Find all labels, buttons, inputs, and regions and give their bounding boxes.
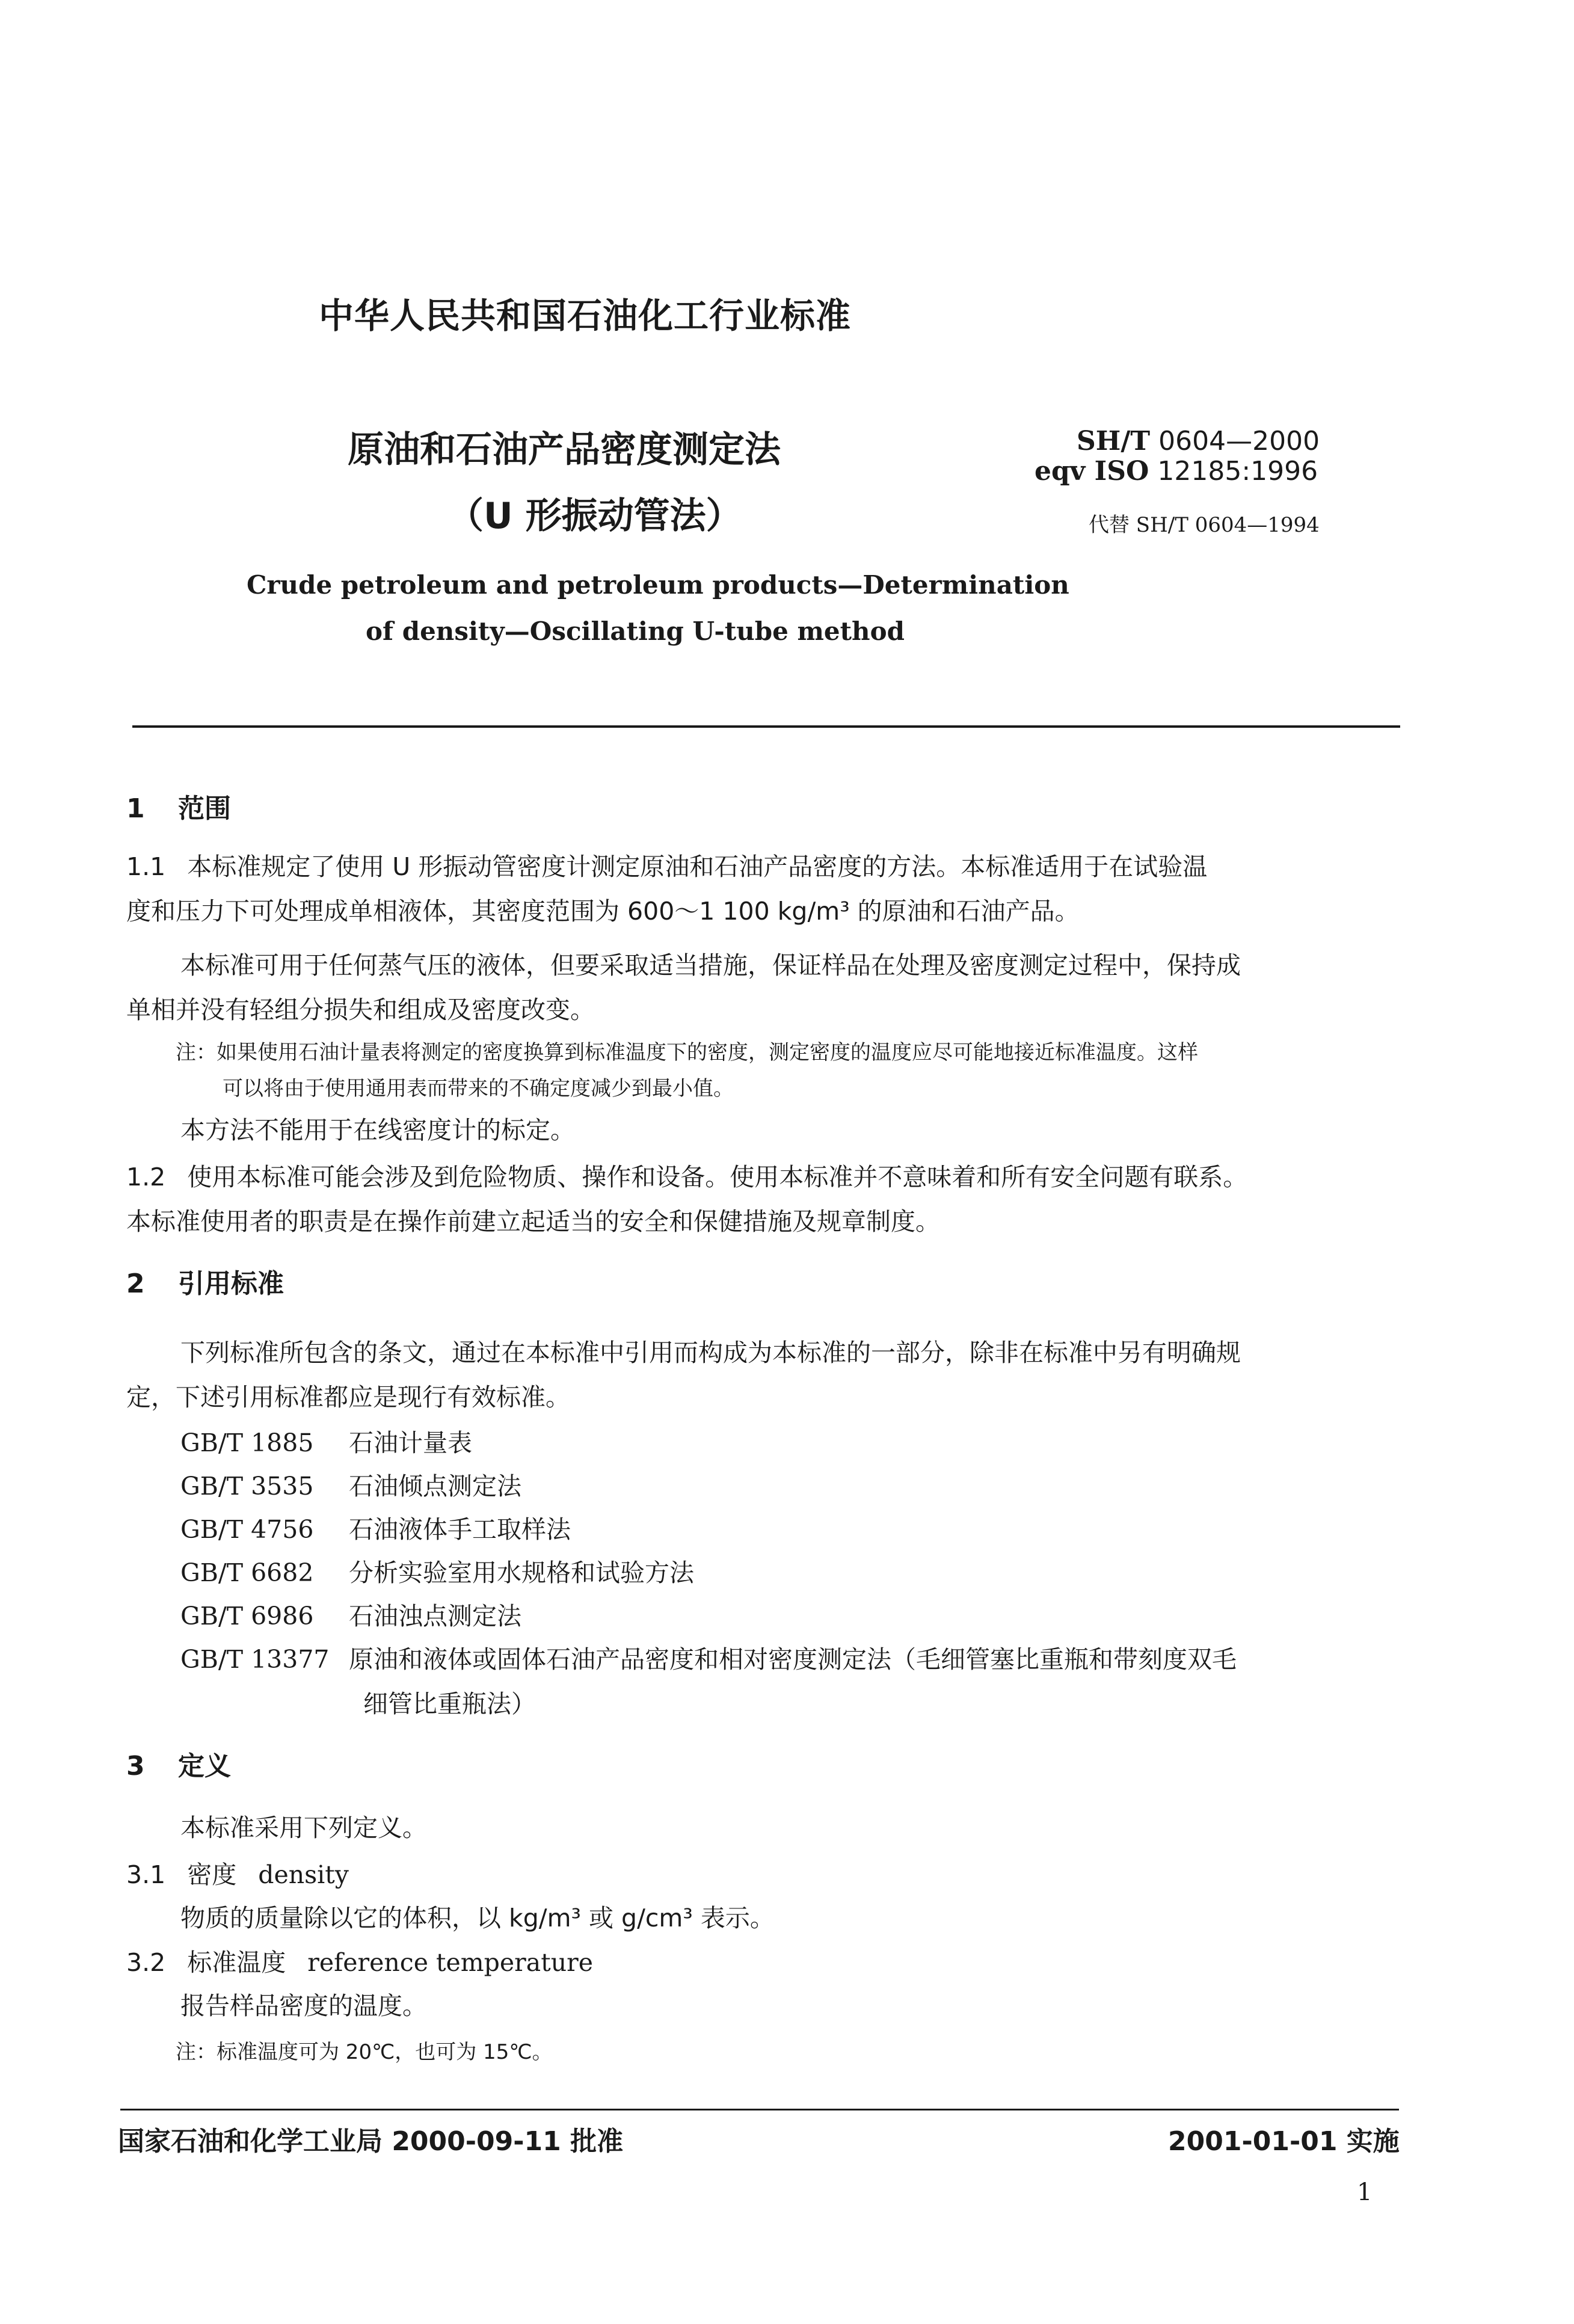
eqv-prefix: eqv ISO — [1034, 456, 1149, 487]
reference-title: 石油倾点测定法 — [349, 1472, 521, 1501]
section-number: 2 — [126, 1268, 145, 1299]
reference-code: GB/T 6986 — [180, 1602, 314, 1631]
org-title: 中华人民共和国石油化工行业标准 — [319, 295, 852, 336]
reference-title: 原油和液体或固体石油产品密度和相对密度测定法（毛细管塞比重瓶和带刻度双毛 — [349, 1645, 1237, 1674]
section-2-intro-line1: 下列标准所包含的条文，通过在本标准中引用而构成为本标准的一部分，除非在标准中另有明确规 — [180, 1338, 1241, 1367]
section-title: 范围 — [177, 793, 231, 824]
clause-number: 3.1 — [126, 1860, 166, 1889]
title-en-line1: Crude petroleum and petroleum products—Determination — [247, 570, 1069, 600]
clause-1-1-cont: 度和压力下可处理成单相液体，其密度范围为 600～1 100 kg/m³ 的原油和石油产品。 — [126, 897, 1080, 926]
effective-line: 2001-01-01 实施 — [1168, 2126, 1400, 2157]
reference-item — [180, 1464, 521, 1508]
note-line1: 注：如果使用石油计量表将测定的密度换算到标准温度下的密度，测定密度的温度应尽可能地接近标准温度。这样 — [176, 1041, 1198, 1065]
reference-title: 分析实验室用水规格和试验方法 — [349, 1558, 694, 1587]
title-cn-line2: （U 形振动管法） — [447, 495, 742, 537]
term-en: reference temperature — [307, 1948, 593, 1977]
code-prefix: SH/T — [1077, 426, 1151, 456]
eqv-number: 12185:1996 — [1157, 456, 1318, 487]
section-title: 定义 — [177, 1751, 231, 1781]
replaces-code: 代替 SH/T 0604—1994 — [1089, 513, 1320, 537]
section-3-intro: 本标准采用下列定义。 — [180, 1813, 427, 1842]
term-en: density — [258, 1860, 349, 1889]
section-number: 3 — [126, 1751, 145, 1781]
clause-1-2-cont: 本标准使用者的职责是在操作前建立起适当的安全和保健措施及规章制度。 — [126, 1207, 940, 1236]
reference-item — [180, 1507, 571, 1552]
section-number: 1 — [126, 793, 145, 824]
reference-item — [180, 1594, 521, 1638]
reference-code: GB/T 1885 — [180, 1428, 314, 1457]
section-2-heading — [126, 1262, 284, 1300]
approval-line: 国家石油和化学工业局 2000-09-11 批准 — [118, 2126, 624, 2157]
clause-number: 3.2 — [126, 1948, 166, 1977]
clause-number: 1.1 — [126, 852, 166, 881]
reference-title: 石油计量表 — [349, 1428, 472, 1457]
note-reference-temperature: 注：标准温度可为 20℃，也可为 15℃。 — [176, 2040, 553, 2064]
standard-code — [1077, 426, 1320, 456]
term-cn: 标准温度 — [187, 1948, 286, 1977]
definition-3-1-text: 物质的质量除以它的体积，以 kg/m³ 或 g/cm³ 表示。 — [180, 1904, 775, 1932]
paragraph-line: 本标准规定了使用 U 形振动管密度计测定原油和石油产品密度的方法。本标准适用于在试验温 — [187, 852, 1208, 881]
reference-code: GB/T 13377 — [180, 1645, 330, 1674]
paragraph-vapor-line2: 单相并没有轻组分损失和组成及密度改变。 — [126, 995, 595, 1024]
reference-code: GB/T 3535 — [180, 1472, 314, 1501]
section-title: 引用标准 — [177, 1268, 284, 1299]
section-3-heading — [126, 1744, 231, 1783]
reference-title: 石油液体手工取样法 — [349, 1515, 571, 1544]
clause-number: 1.2 — [126, 1163, 166, 1191]
title-en-line2: of density—Oscillating U-tube method — [366, 616, 905, 646]
page-number: 1 — [1357, 2178, 1373, 2206]
reference-item-continuation: 细管比重瓶法） — [363, 1689, 536, 1718]
definition-3-1 — [126, 1852, 349, 1897]
term-cn: 密度 — [187, 1860, 237, 1889]
clause-1-1 — [126, 844, 1207, 889]
clause-1-2 — [126, 1155, 1247, 1199]
code-number: 0604—2000 — [1158, 426, 1320, 456]
eqv-code — [1034, 456, 1318, 487]
paragraph-line: 使用本标准可能会涉及到危险物质、操作和设备。使用本标准并不意味着和所有安全问题有联系。 — [187, 1163, 1248, 1191]
section-1-heading — [126, 787, 231, 825]
definition-3-2-text: 报告样品密度的温度。 — [180, 1991, 427, 2020]
reference-code: GB/T 4756 — [180, 1515, 314, 1544]
footer-rule — [120, 2109, 1399, 2110]
note-line2: 可以将由于使用通用表而带来的不确定度减少到最小值。 — [223, 1077, 734, 1101]
header-rule — [132, 725, 1400, 728]
reference-item — [180, 1637, 1237, 1682]
reference-item — [180, 1421, 472, 1465]
reference-item — [180, 1551, 694, 1595]
reference-title: 石油浊点测定法 — [349, 1602, 521, 1631]
section-2-intro-line2: 定，下述引用标准都应是现行有效标准。 — [126, 1383, 570, 1412]
reference-code: GB/T 6682 — [180, 1558, 314, 1587]
definition-3-2 — [126, 1940, 593, 1985]
paragraph-online: 本方法不能用于在线密度计的标定。 — [180, 1116, 575, 1145]
title-cn-line1: 原油和石油产品密度测定法 — [348, 429, 781, 471]
paragraph-vapor-line1: 本标准可用于任何蒸气压的液体，但要采取适当措施，保证样品在处理及密度测定过程中，保持成 — [180, 951, 1241, 980]
